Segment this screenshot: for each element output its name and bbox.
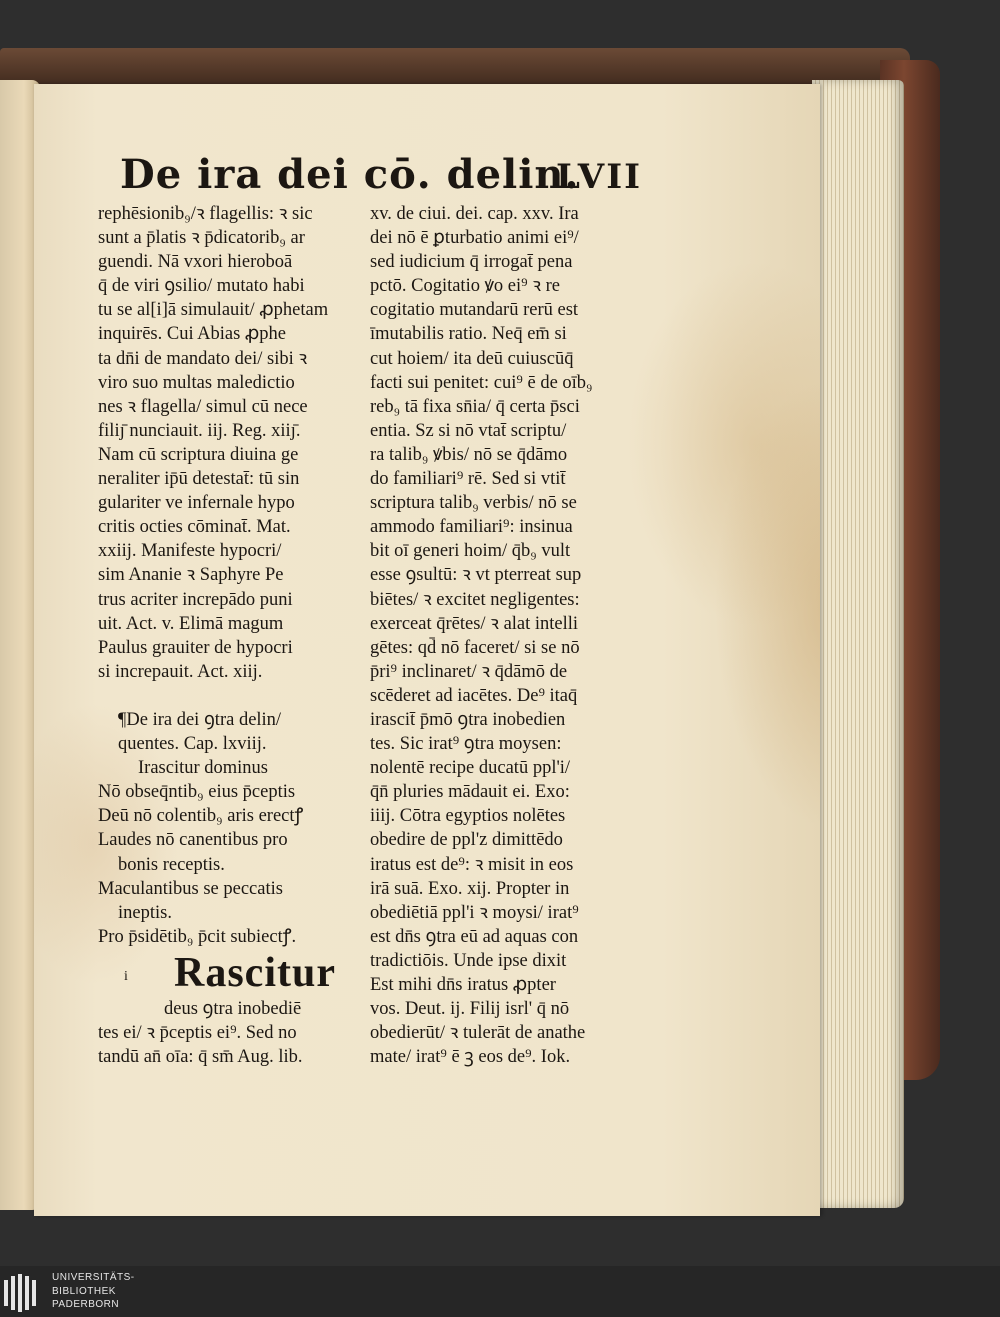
footer-bar: [0, 1266, 1000, 1317]
text-line: inquirēs. Cui Abias ꝓphe: [98, 324, 287, 345]
text-line: guendi. Nā vxori hieroboā: [98, 252, 293, 273]
display-word: Rascitur: [174, 949, 336, 996]
text-line: bit oī generi hoim/ q̄b₉ vult: [370, 541, 571, 562]
left-column-continuation: [98, 997, 356, 1069]
text-line: deus ꝯtra inobediē: [164, 998, 302, 1019]
text-line: critis octies cōminat̄. Mat.: [98, 517, 291, 538]
text-line: irascit̄ p̄mō ꝯtra inobedien: [370, 709, 566, 730]
text-line: reb₉ tā fixa sn̄ia/ q̄ certa p̄sci: [370, 396, 580, 417]
right-column: [370, 202, 632, 1069]
text-line: entia. Sz si nō vtat̄ scriptu/: [370, 420, 567, 441]
text-line: ta dn̄i de mandato dei/ sibi ꝛ: [98, 348, 308, 369]
text-line: īmutabilis ratio. Neq̄ em̄ si: [370, 324, 567, 345]
library-logo-icon: [0, 1266, 44, 1317]
guide-letter: i: [124, 968, 128, 984]
right-column-body: [370, 202, 632, 1069]
section-heading: [98, 708, 356, 756]
text-line: est dn̄s ꝯtra eū ad aquas con: [370, 926, 579, 947]
text-line: trus acriter increpādo puni: [98, 589, 293, 610]
text-line: ra talib₉ ꝟbis/ nō se q̄dāmo: [370, 444, 568, 465]
text-line: Paulus grauiter de hypocri: [98, 637, 293, 658]
text-line: ammodo familiari⁹: insinua: [370, 517, 573, 538]
spacer: [98, 684, 356, 708]
text-line: filiȷ̄ nunciauit. iij. Reg. xiiȷ̄.: [98, 420, 301, 441]
text-line: vos. Deut. ij. Filij isrl' q̄ nō: [370, 999, 570, 1020]
folio-number: LVII: [555, 157, 642, 197]
text-line: facti sui penitet: cui⁹ ē de oīb₉: [370, 372, 593, 393]
text-line: q̄ de viri ꝯsilio/ mutato habi: [98, 276, 305, 297]
text-line: sim Ananie ꝛ Saphyre Pe: [98, 565, 284, 586]
library-name-line: PADERBORN: [52, 1299, 120, 1310]
text-line: tandū an̄ oīa: q̄ sm̄ Aug. lib.: [98, 1047, 303, 1068]
text-line: obedierūt/ ꝛ tulerāt de anathe: [370, 1023, 586, 1044]
text-line: tu se al[i]ā simulauit/ ꝓphetam: [98, 300, 329, 321]
display-initial: [98, 949, 356, 997]
verse-line: ineptis.: [118, 902, 172, 923]
left-column-body: [98, 202, 356, 684]
text-line: irā suā. Exo. xij. Propter in: [370, 878, 570, 899]
verse-line: Deū nō colentib₉ aris erectꝭ: [98, 806, 304, 827]
library-name: [52, 1271, 192, 1312]
text-line: nes ꝛ flagella/ simul cū nece: [98, 396, 308, 417]
text-line: tes. Sic irat⁹ ꝯtra moysen:: [370, 734, 562, 755]
page-text: [34, 84, 820, 1216]
text-line: xv. de ciui. dei. cap. xxv. Ira: [370, 204, 579, 224]
text-line: Nam cū scriptura diuina ge: [98, 444, 299, 465]
text-line: nolentē recipe ducatū ppl'i/: [370, 758, 571, 779]
text-line: Est mihi dn̄s iratus ꝓpter: [370, 975, 556, 995]
left-column: [98, 202, 356, 1069]
text-line: pctō. Cogitatio ꝟo ei⁹ ꝛ re: [370, 276, 560, 297]
verse-line: Irascitur dominus: [138, 758, 268, 779]
text-line: p̄ri⁹ inclinaret/ ꝛ q̄dāmō de: [370, 661, 568, 682]
text-line: rephēsionib₉/ꝛ flagellis: ꝛ sic: [98, 204, 313, 224]
text-line: gulariter ve infernale hypo: [98, 493, 295, 514]
text-line: exerceat q̄rētes/ ꝛ alat intelli: [370, 613, 579, 634]
verse-line: Pro p̄sidētib₉ p̄cit subiectꝭ.: [98, 926, 297, 947]
text-line: gētes: qd̄ nō faceret/ si se nō: [370, 637, 580, 658]
verse-block: [98, 756, 356, 949]
verse-line: bonis receptis.: [118, 854, 225, 875]
text-line: cogitatio mutandarū rerū est: [370, 300, 579, 321]
text-line: xxiij. Manifeste hypocri/: [98, 541, 282, 562]
page: [34, 84, 820, 1216]
text-line: neraliter ip̄ū detestat̄: tū sin: [98, 469, 300, 490]
text-line: do familiari⁹ rē. Sed si vtit̄: [370, 469, 566, 490]
text-line: esse ꝯsultū: ꝛ vt pterreat sup: [370, 565, 582, 586]
text-line: biētes/ ꝛ excitet negligentes:: [370, 589, 580, 610]
text-line: cut hoiem/ ita deū cuiuscūq̄: [370, 348, 574, 369]
text-line: scriptura talib₉ verbis/ nō se: [370, 493, 577, 514]
heading-line: ¶De ira dei ꝯtra delin/: [118, 709, 282, 730]
text-line: uit. Act. v. Elimā magum: [98, 613, 284, 634]
text-line: tradictiōis. Unde ipse dixit: [370, 950, 567, 971]
text-line: obediētiā ppl'i ꝛ moysi/ irat⁹: [370, 902, 579, 923]
text-line: iratus est de⁹: ꝛ misit in eos: [370, 854, 574, 875]
running-head: De ira dei cō. delin.: [120, 151, 580, 198]
text-line: q̄n̄ pluries mādauit ei. Exo:: [370, 782, 570, 803]
heading-line: quentes. Cap. lxviij.: [118, 734, 267, 755]
verse-line: Nō obseq̄ntib₉ eius p̄ceptis: [98, 782, 296, 803]
library-name-line: BIBLIOTHEK: [52, 1285, 116, 1297]
verse-line: Maculantibus se peccatis: [98, 878, 283, 899]
text-line: tes ei/ ꝛ p̄ceptis ei⁹. Sed no: [98, 1023, 297, 1043]
verse-line: Laudes nō canentibus pro: [98, 830, 288, 851]
text-line: viro suo multas maledictio: [98, 372, 295, 393]
text-line: sunt a p̄latis ꝛ p̄dicatorib₉ ar: [98, 228, 305, 249]
text-line: scēderet ad iacētes. De⁹ itaq̄: [370, 685, 578, 706]
text-line: si increpauit. Act. xiij.: [98, 661, 263, 682]
page-edges: [812, 80, 904, 1208]
text-line: obedire de ppl'z dimittēdo: [370, 830, 563, 851]
text-line: mate/ irat⁹ ē ꝫ eos de⁹. Iok.: [370, 1047, 571, 1068]
library-name-line: UNIVERSITÄTS-: [52, 1272, 135, 1283]
text-line: iiij. Cōtra egyptios nolētes: [370, 806, 566, 827]
text-line: sed iudicium q̄ irrogat̄ pena: [370, 252, 573, 273]
text-line: dei nō ē ꝑturbatio animi ei⁹/: [370, 228, 579, 249]
